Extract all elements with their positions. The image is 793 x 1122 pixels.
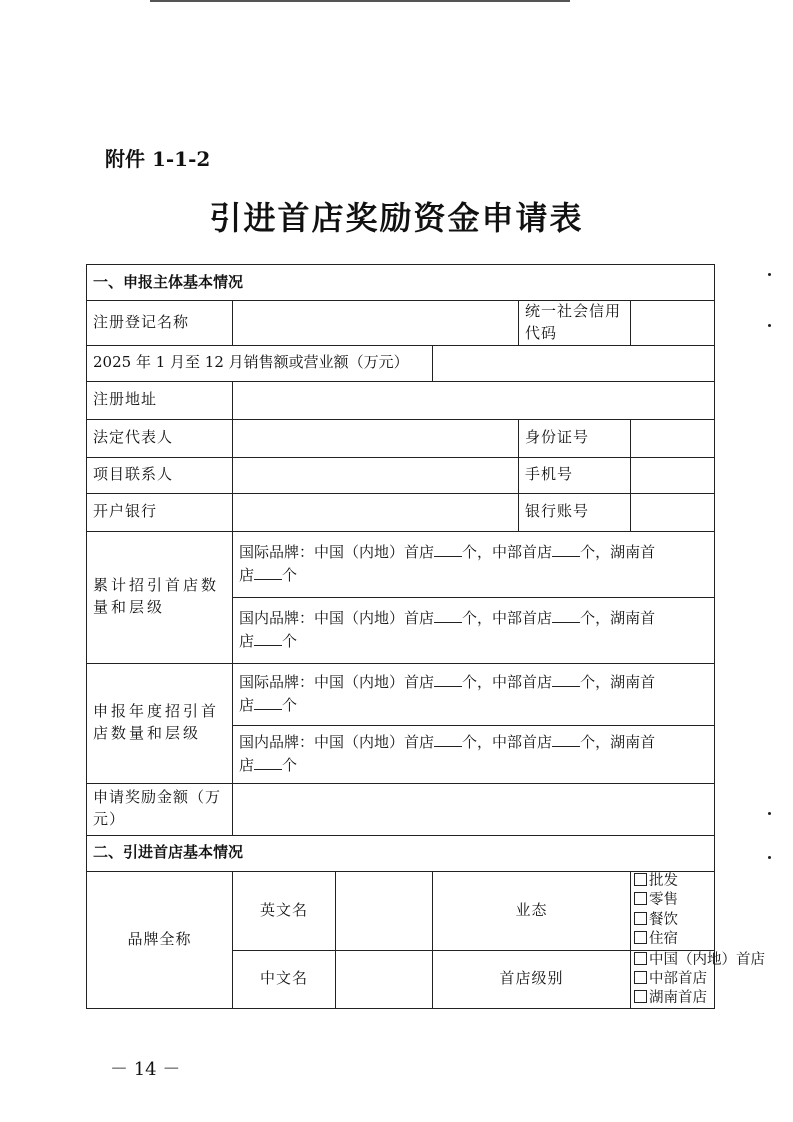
count-blank[interactable] [434,541,462,557]
credit-code-field[interactable] [631,301,715,346]
checkbox-icon[interactable] [634,931,647,944]
annual-dom-field[interactable] [233,725,715,783]
count-blank[interactable] [254,564,282,580]
hunan-first-label-cont: 店 [239,632,255,650]
id-number-label: 身份证号 [519,419,631,457]
sales-label: 2025 年 1 月至 12 月销售额或营业额（万元） [87,345,433,381]
hunan-first-label: 湖南首 [610,733,656,752]
unit-label: 个， [580,733,611,752]
option-label: 餐饮 [649,911,678,928]
store-level-label: 首店级别 [433,950,631,1008]
unit-label: 个 [282,566,298,584]
business-type-options [631,871,715,950]
option-lodging[interactable] [634,930,678,950]
application-form-table [86,264,765,1009]
address-field[interactable] [233,381,715,419]
section-2-title: 二、引进首店基本情况 [87,835,715,871]
option-wholesale[interactable] [634,872,708,892]
business-type-label: 业态 [433,871,631,950]
checkbox-icon[interactable] [634,971,647,984]
english-name-label: 英文名 [233,871,336,950]
scan-dot [768,812,771,815]
reg-name-field[interactable] [233,301,519,346]
hunan-first-label-cont: 店 [239,566,255,584]
hunan-first-label-cont: 店 [239,756,255,774]
unit-label: 个 [282,632,298,650]
account-field[interactable] [631,493,715,531]
dom-brand-label: 国内品牌： [239,733,315,752]
unit-label: 个， [462,543,493,562]
count-blank[interactable] [434,607,462,623]
option-label: 批发 [649,872,678,889]
checkbox-icon[interactable] [634,912,647,925]
checkbox-icon[interactable] [634,952,647,965]
store-level-options [631,950,765,1008]
option-label: 住宿 [649,931,678,948]
unit-label: 个， [462,733,493,752]
dom-brand-label: 国内品牌： [239,609,315,628]
legal-rep-field[interactable] [233,419,519,457]
scan-dot [768,856,771,859]
annual-intl-field[interactable] [233,663,715,725]
attachment-label: 附件 1-1-2 [105,147,211,171]
option-label: 湖南首店 [649,989,707,1006]
annual-stores-label: 申报年度招引首店数量和层级 [87,663,233,783]
unit-label: 个， [580,543,611,562]
chinese-name-field[interactable] [336,950,433,1008]
count-blank[interactable] [254,694,282,710]
count-blank[interactable] [254,630,282,646]
unit-label: 个， [462,609,493,628]
china-first-label: 中国（内地）首店 [314,733,435,752]
scan-dot [768,324,771,327]
reg-name-label: 注册登记名称 [87,301,233,346]
option-china-first[interactable] [634,951,765,970]
cumulative-dom-field[interactable] [233,597,715,663]
unit-label: 个 [282,756,298,774]
scan-edge-line [150,0,570,2]
option-label: 零售 [649,892,678,909]
contact-field[interactable] [233,457,519,493]
bank-field[interactable] [233,493,519,531]
option-central-first[interactable] [634,970,711,989]
account-label: 银行账号 [519,493,631,531]
china-first-label: 中国（内地）首店 [314,673,435,692]
count-blank[interactable] [552,731,580,747]
legal-rep-label: 法定代表人 [87,419,233,457]
intl-brand-label: 国际品牌： [239,673,315,692]
option-retail[interactable] [634,891,678,911]
hunan-first-label: 湖南首 [610,543,656,562]
china-first-label: 中国（内地）首店 [314,609,435,628]
count-blank[interactable] [552,541,580,557]
hunan-first-label: 湖南首 [610,609,656,628]
page-title: 引进首店奖励资金申请表 [209,199,584,237]
count-blank[interactable] [434,671,462,687]
section-1-title: 一、申报主体基本情况 [87,265,715,301]
count-blank[interactable] [254,754,282,770]
checkbox-icon[interactable] [634,892,647,905]
count-blank[interactable] [434,731,462,747]
chinese-name-label: 中文名 [233,950,336,1008]
central-first-label: 中部首店 [492,609,553,628]
id-number-field[interactable] [631,419,715,457]
option-label: 中国（内地）首店 [649,951,765,968]
address-label: 注册地址 [87,381,233,419]
count-blank[interactable] [552,607,580,623]
unit-label: 个， [580,609,611,628]
china-first-label: 中国（内地）首店 [314,543,435,562]
scan-dot [768,273,771,276]
contact-label: 项目联系人 [87,457,233,493]
brand-name-label: 品牌全称 [87,871,233,1008]
unit-label: 个， [462,673,493,692]
checkbox-icon[interactable] [634,873,647,886]
sales-field[interactable] [433,345,715,381]
unit-label: 个 [282,696,298,714]
hunan-first-label-cont: 店 [239,696,255,714]
count-blank[interactable] [552,671,580,687]
reward-amount-field[interactable] [233,783,715,835]
bank-label: 开户银行 [87,493,233,531]
credit-code-label: 统一社会信用代码 [519,301,631,346]
option-hunan-first[interactable] [634,989,711,1008]
checkbox-icon[interactable] [634,990,647,1003]
option-label: 中部首店 [649,970,707,987]
unit-label: 个， [580,673,611,692]
central-first-label: 中部首店 [492,733,553,752]
central-first-label: 中部首店 [492,673,553,692]
english-name-field[interactable] [336,871,433,950]
phone-label: 手机号 [519,457,631,493]
option-catering[interactable] [634,911,708,931]
intl-brand-label: 国际品牌： [239,543,315,562]
cumulative-intl-field[interactable] [233,531,715,597]
hunan-first-label: 湖南首 [610,673,656,692]
central-first-label: 中部首店 [492,543,553,562]
phone-field[interactable] [631,457,715,493]
reward-amount-label: 申请奖励金额（万元） [87,783,233,835]
cumulative-stores-label: 累计招引首店数量和层级 [87,531,233,663]
page-number: － 14 － [110,1059,181,1080]
